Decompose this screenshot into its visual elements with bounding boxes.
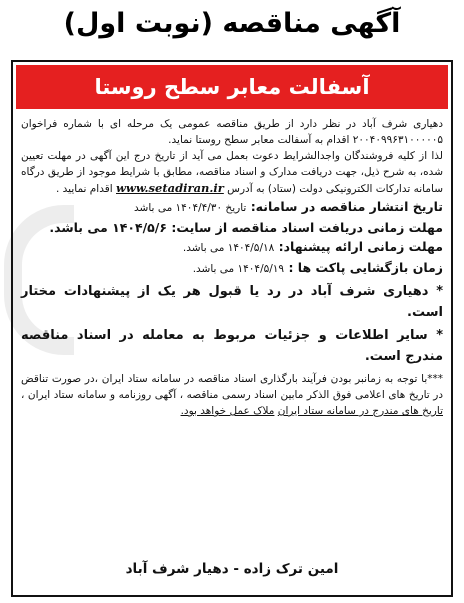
submit-deadline-value: ۱۴۰۴/۵/۱۸ می باشد. — [182, 242, 275, 254]
publish-date-line — [21, 197, 443, 218]
website-link[interactable]: www.setadiran.ir — [116, 181, 224, 195]
note-rejection-right: * دهیاری شرف آباد در رد یا قبول هر یک از پیشنهادات مختار است. — [21, 284, 443, 320]
signature: امین ترک زاده - دهیار شرف آباد — [125, 561, 339, 577]
note-date-conflict — [21, 371, 443, 419]
receive-deadline-label: مهلت زمانی دریافت اسناد مناقصه از سایت: — [171, 220, 443, 235]
invite-text-end: اقدام نمایید . — [55, 183, 113, 195]
opening-date-line — [21, 258, 443, 279]
publish-date-value: تاریخ ۱۴۰۴/۴/۳۰ می باشد — [134, 202, 247, 214]
opening-date-label: زمان بازگشایی پاکت ها : — [288, 260, 443, 275]
receive-deadline-line — [21, 218, 443, 237]
opening-date-value: ۱۴۰۴/۵/۱۹ می باشد. — [192, 263, 285, 275]
submit-deadline-label: مهلت زمانی ارائه پیشنهاد: — [278, 239, 443, 254]
invite-text: لذا از کلیه فروشندگان واجدالشرایط دعوت بعمل می آید از تاریخ درج این آگهی در مهلت تعیین شده، به شرح ذیل، جهت دریافت مدارک و اسناد مناقصه، مطابق با شرایط موجود از طریق درگاه سامانه تدارکات الکترونیکی دولت (ستاد) به آدرس — [21, 150, 443, 195]
receive-deadline-value: ۱۴۰۴/۵/۶ می باشد. — [49, 220, 168, 235]
note-date-conflict-text: ***با توجه به زمانبر بودن فرآیند بارگذاری اسناد مناقصه در سامانه ستاد ایران ،در صورت تناقض در تاریخ های اعلامی فوق الذکر مابین اسناد رسمی مناقصه ، آگهی روزنامه و سامانه ستاد ایران ، — [21, 373, 443, 401]
publish-date-label: تاریخ انتشار مناقصه در سامانه: — [250, 199, 443, 214]
note-date-conflict-end: ملاک عمل خواهد بود. — [180, 405, 275, 417]
submit-deadline-line — [21, 237, 443, 258]
note-other-details: * سایر اطلاعات و جزئیات مربوط به معامله در اسناد مناقصه مندرج است. — [21, 328, 443, 364]
ad-frame — [11, 60, 453, 597]
intro-paragraph: دهیاری شرف آباد در نظر دارد از طریق مناقصه عمومی یک مرحله ای با شماره فراخوان ۲۰۰۴۰۹۹۶۳۱۰۰۰۰۰۵ اقدام به آسفالت معابر سطح روستا نماید. — [21, 118, 443, 146]
ad-title-banner: آسفالت معابر سطح روستا — [16, 65, 448, 109]
invite-paragraph — [21, 148, 443, 197]
ad-headline: آگهی مناقصه (نوبت اول) — [63, 8, 401, 39]
ad-body — [21, 116, 443, 419]
note-date-conflict-underlined: تاریخ های مندرج در سامانه ستاد ایران — [277, 405, 443, 417]
